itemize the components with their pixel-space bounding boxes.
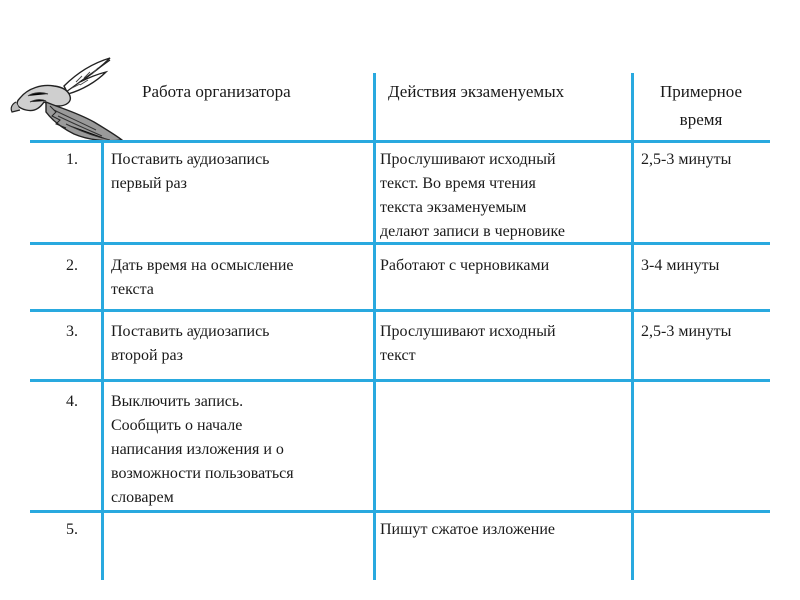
row-1-examinees: Прослушивают исходный текст. Во время чтения текста экзаменуемым делают записи в черновике [380,151,565,240]
grid-line-vertical-1 [101,142,104,580]
grid-line-horizontal-4 [30,379,770,382]
grid-line-vertical-2 [373,73,376,580]
grid-line-vertical-3 [631,73,634,580]
row-1-organizer: Поставить аудиозапись первый раз [111,151,270,192]
quill-hand-icon [6,52,126,144]
row-2-organizer: Дать время на осмысление текста [111,257,294,298]
row-2-time: 3-4 минуты [641,257,720,274]
row-4-organizer: Выключить запись. Сообщить о начале написания изложения и о возможности пользоваться словарем [111,393,294,506]
row-5-examinees: Пишут сжатое изложение [380,521,555,538]
grid-line-horizontal-1 [30,140,770,143]
row-3-number: 3. [66,323,78,340]
row-3-time: 2,5-3 минуты [641,323,732,340]
row-1-number: 1. [66,151,78,168]
row-4-number: 4. [66,393,78,410]
row-3-examinees: Прослушивают исходный текст [380,323,556,364]
row-3-organizer: Поставить аудиозапись второй раз [111,323,270,364]
row-1-time: 2,5-3 минуты [641,151,732,168]
grid-line-horizontal-5 [30,510,770,513]
row-2-number: 2. [66,257,78,274]
grid-line-horizontal-3 [30,309,770,312]
header-examinees: Действия экзаменуемых [388,82,565,101]
row-5-number: 5. [66,521,78,538]
header-time: Примерное время [659,82,743,129]
header-organizer: Работа организатора [142,82,291,101]
row-2-examinees: Работают с черновиками [380,257,550,274]
